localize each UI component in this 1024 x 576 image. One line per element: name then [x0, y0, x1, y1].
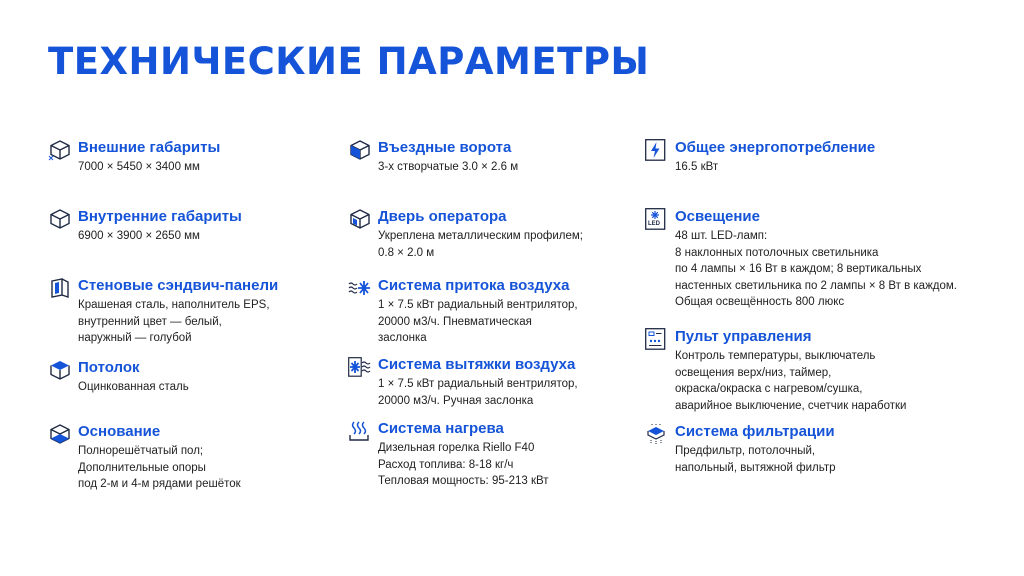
spec-heading: Потолок: [78, 359, 140, 376]
spec-value: Оцинкованная сталь: [78, 381, 189, 393]
spec-value: 1 × 7.5 кВт радиальный вентрилятор, 20000 м3/ч. Пневматическая заслонка: [378, 299, 578, 344]
spec-heading: Внешние габариты: [78, 139, 221, 156]
spec-value: Предфильтр, потолочный, напольный, вытяжной фильтр: [675, 445, 836, 474]
spec-value: Крашеная сталь, наполнитель EPS, внутренний цвет — белый, наружный — голубой: [78, 299, 270, 344]
spec-value: Укреплена металлическим профилем; 0.8 × 2.0 м: [378, 230, 583, 259]
spec-heading: Пульт управления: [675, 328, 812, 345]
air-exhaust-icon: [348, 356, 372, 378]
control-panel-icon: [645, 328, 669, 350]
spec-value: Дизельная горелка Riello F40 Расход топлива: 8-18 кг/ч Тепловая мощность: 95-213 кВт: [378, 442, 549, 487]
floor-cube-icon: [48, 423, 72, 445]
spec-value: Контроль температуры, выключатель освещения верх/низ, таймер, окраска/окраска с нагревом/сушка, аварийное выключение, счетчик наработки: [675, 350, 907, 412]
spec-value: Полнорешётчатый пол; Дополнительные опоры под 2-м и 4-м рядами решёток: [78, 445, 241, 490]
heating-icon: [348, 420, 372, 442]
box-outline-icon: [48, 139, 72, 161]
page-title: ТЕХНИЧЕСКИЕ ПАРАМЕТРЫ: [48, 40, 650, 83]
spec-heading: Общее энергопотребление: [675, 139, 876, 156]
spec-heading: Освещение: [675, 208, 760, 225]
spec-value: 3-х створчатые 3.0 × 2.6 м: [378, 161, 519, 173]
spec-value: 1 × 7.5 кВт радиальный вентрилятор, 20000 м3/ч. Ручная заслонка: [378, 378, 578, 407]
gate-cube-icon: [348, 139, 372, 161]
spec-value: 16.5 кВт: [675, 161, 719, 173]
spec-value: 48 шт. LED-ламп: 8 наклонных потолочных светильника по 4 лампы × 16 Вт в каждом; 8 вертикальных настенных светильника по 2 лампы × 8 Вт в каждом. Общая освещённость 800 люкс: [675, 230, 957, 308]
spec-heading: Въездные ворота: [378, 139, 512, 156]
spec-heading: Основание: [78, 423, 161, 440]
spec-heading: Внутренние габариты: [78, 208, 242, 225]
spec-heading: Стеновые сэндвич-панели: [78, 277, 279, 294]
spec-value: 6900 × 3900 × 2650 мм: [78, 230, 200, 242]
spec-heading: Система вытяжки воздуха: [378, 356, 576, 373]
power-icon: [645, 139, 669, 161]
air-intake-icon: [348, 277, 372, 299]
spec-heading: Система нагрева: [378, 420, 504, 437]
box-outline-icon: [48, 208, 72, 230]
panel-icon: [48, 277, 72, 299]
door-cube-icon: [348, 208, 372, 230]
spec-heading: Дверь оператора: [378, 208, 507, 225]
led-icon: [645, 208, 669, 232]
spec-heading: Система притока воздуха: [378, 277, 570, 294]
spec-heading: Система фильтрации: [675, 423, 835, 440]
led-icon-label: LED: [648, 221, 660, 227]
spec-value: 7000 × 5450 × 3400 мм: [78, 161, 200, 173]
filter-icon: [645, 423, 669, 445]
roof-cube-icon: [48, 359, 72, 381]
